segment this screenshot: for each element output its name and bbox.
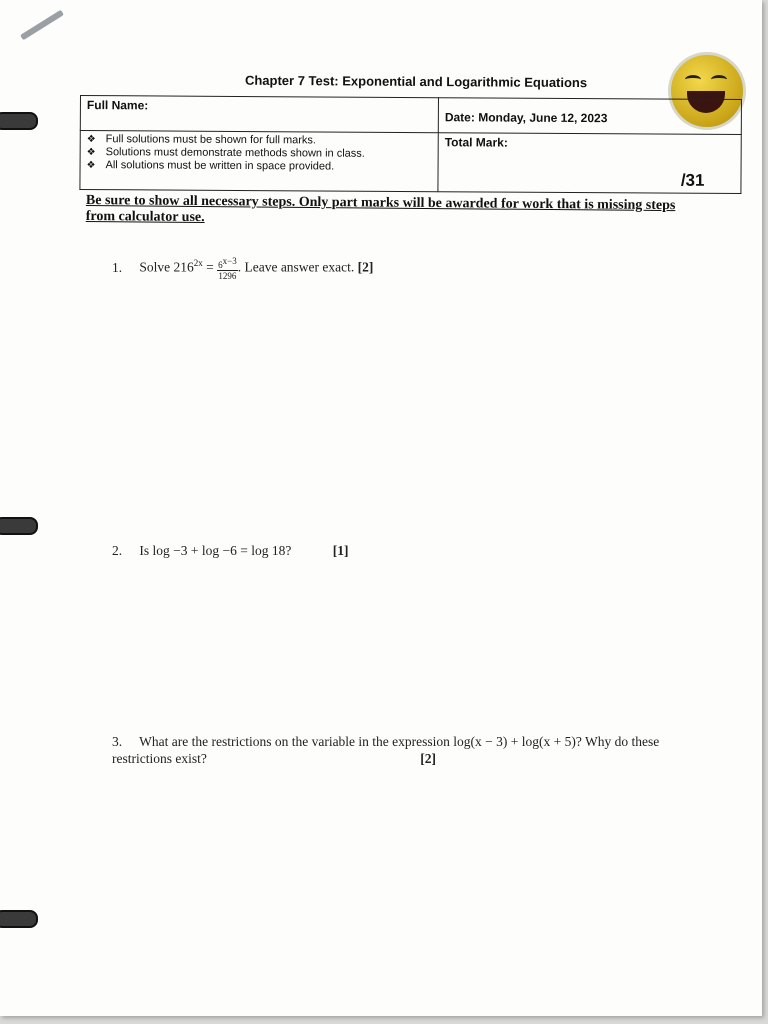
question-number: 3. bbox=[112, 734, 123, 749]
question-text: Is log −3 + log −6 = log 18? bbox=[139, 543, 292, 558]
date-cell bbox=[438, 98, 741, 135]
binder-ring-bottom bbox=[0, 910, 38, 928]
question-1-prefix: Solve 216 bbox=[139, 259, 194, 275]
rule-item: ❖ Full solutions must be shown for full marks. bbox=[87, 133, 432, 148]
question-number: 2. bbox=[112, 543, 123, 558]
date-label: Date: bbox=[444, 110, 475, 125]
question-2 bbox=[112, 543, 348, 559]
question-marks: [2] bbox=[420, 751, 436, 766]
emoji-right-eye bbox=[711, 75, 727, 84]
page-title: Chapter 7 Test: Exponential and Logarithmic Equations bbox=[244, 72, 588, 91]
total-mark-label: Total Mark: bbox=[444, 135, 508, 150]
rules-list bbox=[87, 133, 432, 174]
fraction bbox=[217, 256, 238, 281]
question-1 bbox=[112, 256, 373, 281]
rules-cell bbox=[80, 131, 438, 192]
question-1-suffix: . Leave answer exact. bbox=[237, 259, 355, 275]
rule-item: ❖ Solutions must demonstrate methods shown in class. bbox=[87, 146, 432, 161]
total-mark-cell bbox=[438, 133, 741, 194]
question-number: 1. bbox=[112, 259, 123, 275]
total-mark-value: /31 bbox=[680, 170, 705, 190]
rule-item: ❖ All solutions must be written in space provided. bbox=[87, 159, 432, 174]
question-3 bbox=[112, 733, 722, 767]
header-table bbox=[79, 95, 742, 194]
binder-ring-middle bbox=[0, 517, 38, 535]
instructions: Be sure to show all necessary steps. Only part marks will be awarded for work that is missing steps from calculator use. bbox=[85, 193, 676, 226]
staple bbox=[20, 10, 64, 41]
date-value: Monday, June 12, 2023 bbox=[478, 110, 608, 126]
full-name-label: Full Name: bbox=[86, 98, 149, 113]
binder-ring-top bbox=[0, 112, 38, 130]
equals-sign: = bbox=[206, 259, 214, 275]
exponent: 2x bbox=[193, 258, 203, 269]
full-name-cell bbox=[80, 96, 438, 133]
question-marks: [2] bbox=[357, 259, 374, 275]
emoji-left-eye bbox=[685, 75, 701, 84]
fraction-numerator bbox=[217, 256, 238, 271]
numerator-base: 6 bbox=[218, 260, 223, 270]
question-marks: [1] bbox=[332, 543, 349, 558]
question-text: What are the restrictions on the variable in the expression log(x − 3) + log(x + 5)? Why do these restrictions exist? bbox=[112, 734, 660, 766]
numerator-exponent: x−3 bbox=[222, 256, 237, 266]
fraction-denominator: 1296 bbox=[218, 271, 237, 281]
